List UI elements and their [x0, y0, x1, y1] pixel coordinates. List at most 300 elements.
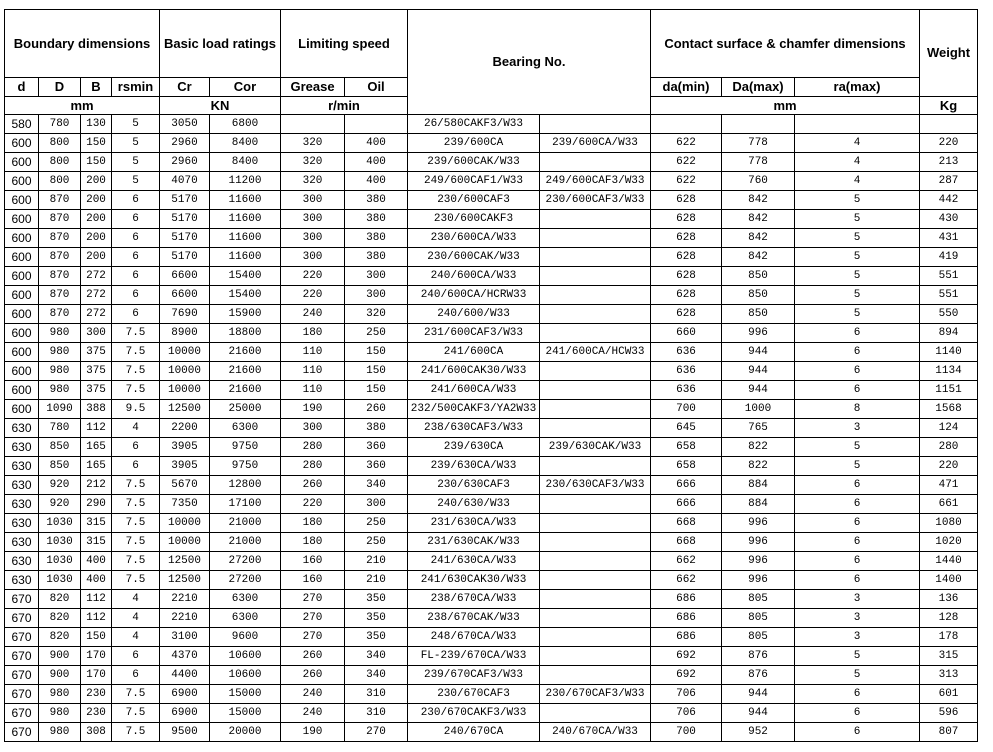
- table-cell: 17100: [210, 495, 281, 514]
- table-cell: 350: [345, 590, 408, 609]
- table-cell: 3: [795, 609, 920, 628]
- table-cell: 128: [920, 609, 978, 628]
- col-Da-max: Da(max): [722, 78, 795, 97]
- table-cell: 800: [39, 134, 81, 153]
- table-cell: 7.5: [112, 495, 160, 514]
- table-cell: 180: [281, 514, 345, 533]
- boundary-dimensions-header: Boundary dimensions: [5, 10, 160, 78]
- table-cell: 240/600CA/W33: [408, 267, 540, 286]
- table-row: [5, 609, 978, 628]
- table-row: [5, 438, 978, 457]
- table-cell: 850: [39, 457, 81, 476]
- table-cell: 7.5: [112, 704, 160, 723]
- table-cell: [540, 571, 651, 590]
- table-cell: 200: [81, 210, 112, 229]
- table-cell: 765: [722, 419, 795, 438]
- table-row: [5, 362, 978, 381]
- table-row: [5, 723, 978, 742]
- table-cell: 231/600CAF3/W33: [408, 324, 540, 343]
- table-cell: 21000: [210, 533, 281, 552]
- table-cell: 4070: [160, 172, 210, 191]
- table-cell: 780: [39, 115, 81, 134]
- table-cell: 4: [112, 590, 160, 609]
- table-cell: 4: [112, 609, 160, 628]
- table-cell: 1080: [920, 514, 978, 533]
- table-cell: 600: [5, 286, 39, 305]
- table-cell: 320: [345, 305, 408, 324]
- table-cell: 241/630CAK30/W33: [408, 571, 540, 590]
- table-cell: 666: [651, 476, 722, 495]
- table-cell: 670: [5, 666, 39, 685]
- table-cell: 230/600CAF3: [408, 191, 540, 210]
- table-cell: 241/600CAK30/W33: [408, 362, 540, 381]
- table-cell: 160: [281, 571, 345, 590]
- table-cell: 670: [5, 685, 39, 704]
- table-cell: 820: [39, 609, 81, 628]
- table-cell: 1030: [39, 571, 81, 590]
- table-cell: 5: [795, 457, 920, 476]
- table-cell: 980: [39, 362, 81, 381]
- table-cell: 300: [281, 229, 345, 248]
- table-cell: 241/630CA/W33: [408, 552, 540, 571]
- table-cell: 4370: [160, 647, 210, 666]
- table-cell: 870: [39, 248, 81, 267]
- table-cell: 842: [722, 210, 795, 229]
- table-cell: 180: [281, 533, 345, 552]
- table-cell: 822: [722, 457, 795, 476]
- table-cell: 820: [39, 628, 81, 647]
- table-cell: [540, 153, 651, 172]
- table-cell: 822: [722, 438, 795, 457]
- table-cell: 400: [81, 552, 112, 571]
- table-cell: 668: [651, 514, 722, 533]
- table-cell: 894: [920, 324, 978, 343]
- table-cell: 628: [651, 248, 722, 267]
- table-cell: 310: [345, 704, 408, 723]
- table-cell: 239/600CAK/W33: [408, 153, 540, 172]
- table-cell: [540, 286, 651, 305]
- table-cell: 850: [722, 267, 795, 286]
- table-cell: 5170: [160, 191, 210, 210]
- table-cell: 8: [795, 400, 920, 419]
- table-cell: 6800: [210, 115, 281, 134]
- table-cell: 150: [81, 134, 112, 153]
- table-cell: 12500: [160, 400, 210, 419]
- table-cell: 15400: [210, 286, 281, 305]
- table-cell: 380: [345, 191, 408, 210]
- table-cell: 596: [920, 704, 978, 723]
- table-row: [5, 286, 978, 305]
- table-cell: 996: [722, 552, 795, 571]
- table-cell: 6: [795, 685, 920, 704]
- table-cell: 3100: [160, 628, 210, 647]
- table-cell: [540, 381, 651, 400]
- table-cell: 600: [5, 210, 39, 229]
- table-cell: 11600: [210, 229, 281, 248]
- unit-kn: KN: [160, 97, 281, 115]
- table-cell: 12800: [210, 476, 281, 495]
- table-cell: 239/600CA/W33: [540, 134, 651, 153]
- table-cell: [795, 115, 920, 134]
- table-cell: 240/630/W33: [408, 495, 540, 514]
- table-cell: 944: [722, 362, 795, 381]
- table-cell: 876: [722, 647, 795, 666]
- table-cell: 11600: [210, 248, 281, 267]
- table-cell: FL-239/670CA/W33: [408, 647, 540, 666]
- table-cell: 6300: [210, 419, 281, 438]
- table-cell: 231/630CA/W33: [408, 514, 540, 533]
- table-cell: 280: [920, 438, 978, 457]
- table-cell: 4: [112, 628, 160, 647]
- table-cell: 419: [920, 248, 978, 267]
- table-cell: 280: [281, 438, 345, 457]
- table-cell: 315: [81, 533, 112, 552]
- table-cell: 630: [5, 552, 39, 571]
- table-cell: 800: [39, 153, 81, 172]
- table-cell: 668: [651, 533, 722, 552]
- table-cell: 3: [795, 628, 920, 647]
- table-cell: 2960: [160, 153, 210, 172]
- table-cell: 178: [920, 628, 978, 647]
- table-cell: 238/630CAF3/W33: [408, 419, 540, 438]
- table-cell: 12500: [160, 552, 210, 571]
- table-cell: 3905: [160, 457, 210, 476]
- table-cell: 239/600CA: [408, 134, 540, 153]
- table-cell: 239/630CA/W33: [408, 457, 540, 476]
- table-row: [5, 134, 978, 153]
- table-cell: 7350: [160, 495, 210, 514]
- table-row: [5, 590, 978, 609]
- table-cell: 287: [920, 172, 978, 191]
- table-cell: 692: [651, 666, 722, 685]
- table-cell: [540, 400, 651, 419]
- table-cell: 5: [795, 191, 920, 210]
- table-cell: [540, 609, 651, 628]
- table-cell: 1134: [920, 362, 978, 381]
- table-cell: [540, 267, 651, 286]
- table-cell: [540, 590, 651, 609]
- table-cell: 628: [651, 229, 722, 248]
- table-cell: 230/630CAF3/W33: [540, 476, 651, 495]
- table-cell: 6600: [160, 267, 210, 286]
- table-cell: 6: [795, 343, 920, 362]
- table-cell: 800: [39, 172, 81, 191]
- table-cell: 240/670CA/W33: [540, 723, 651, 742]
- table-cell: 10600: [210, 666, 281, 685]
- table-cell: 340: [345, 476, 408, 495]
- table-cell: 7.5: [112, 514, 160, 533]
- table-cell: 150: [81, 628, 112, 647]
- table-cell: 110: [281, 362, 345, 381]
- table-cell: 380: [345, 419, 408, 438]
- table-cell: 805: [722, 609, 795, 628]
- table-cell: 5: [795, 286, 920, 305]
- table-cell: 3: [795, 590, 920, 609]
- table-cell: 375: [81, 343, 112, 362]
- table-cell: 807: [920, 723, 978, 742]
- table-cell: 628: [651, 286, 722, 305]
- table-row: [5, 666, 978, 685]
- table-row: [5, 685, 978, 704]
- table-cell: 310: [345, 685, 408, 704]
- table-cell: 6900: [160, 704, 210, 723]
- table-cell: 270: [281, 609, 345, 628]
- table-cell: 686: [651, 628, 722, 647]
- table-cell: 580: [5, 115, 39, 134]
- table-cell: 7.5: [112, 571, 160, 590]
- table-cell: 5: [112, 134, 160, 153]
- table-cell: 600: [5, 134, 39, 153]
- table-cell: 601: [920, 685, 978, 704]
- table-cell: 300: [345, 495, 408, 514]
- table-cell: 760: [722, 172, 795, 191]
- table-cell: 442: [920, 191, 978, 210]
- table-cell: [540, 552, 651, 571]
- weight-header: Weight: [920, 10, 978, 97]
- table-row: [5, 324, 978, 343]
- table-cell: [540, 362, 651, 381]
- table-cell: 630: [5, 476, 39, 495]
- table-cell: 241/600CA: [408, 343, 540, 362]
- table-cell: 238/670CAK/W33: [408, 609, 540, 628]
- table-cell: 230/630CAF3: [408, 476, 540, 495]
- table-cell: 260: [281, 666, 345, 685]
- table-cell: 5170: [160, 248, 210, 267]
- table-cell: 2960: [160, 134, 210, 153]
- table-cell: 7.5: [112, 324, 160, 343]
- table-cell: 6: [795, 324, 920, 343]
- table-cell: 600: [5, 172, 39, 191]
- table-cell: 10000: [160, 514, 210, 533]
- table-cell: 658: [651, 457, 722, 476]
- table-cell: 8400: [210, 153, 281, 172]
- table-row: [5, 533, 978, 552]
- table-cell: 239/670CAF3/W33: [408, 666, 540, 685]
- table-cell: 692: [651, 647, 722, 666]
- table-cell: [540, 647, 651, 666]
- table-cell: 5170: [160, 229, 210, 248]
- table-cell: 7.5: [112, 381, 160, 400]
- bearing-no-header: Bearing No.: [408, 10, 651, 115]
- table-cell: 630: [5, 457, 39, 476]
- table-cell: 7.5: [112, 552, 160, 571]
- table-cell: 706: [651, 685, 722, 704]
- table-cell: 700: [651, 723, 722, 742]
- table-cell: 645: [651, 419, 722, 438]
- table-cell: 9750: [210, 457, 281, 476]
- table-cell: 308: [81, 723, 112, 742]
- table-cell: 1030: [39, 514, 81, 533]
- table-cell: 200: [81, 172, 112, 191]
- table-cell: 5: [795, 305, 920, 324]
- table-cell: 220: [920, 134, 978, 153]
- table-cell: 805: [722, 590, 795, 609]
- table-row: [5, 571, 978, 590]
- table-cell: 778: [722, 153, 795, 172]
- table-cell: 200: [81, 248, 112, 267]
- table-cell: 4: [112, 419, 160, 438]
- table-cell: 136: [920, 590, 978, 609]
- table-row: [5, 457, 978, 476]
- table-row: [5, 552, 978, 571]
- table-cell: 238/670CA/W33: [408, 590, 540, 609]
- table-cell: 2200: [160, 419, 210, 438]
- table-cell: 5: [112, 115, 160, 134]
- table-cell: 6: [112, 457, 160, 476]
- table-cell: 6: [795, 533, 920, 552]
- table-cell: [540, 457, 651, 476]
- table-cell: 780: [39, 419, 81, 438]
- table-cell: 6: [795, 704, 920, 723]
- table-cell: 600: [5, 191, 39, 210]
- table-cell: 112: [81, 609, 112, 628]
- table-cell: 230: [81, 685, 112, 704]
- table-cell: 231/630CAK/W33: [408, 533, 540, 552]
- table-cell: 670: [5, 704, 39, 723]
- table-cell: 210: [345, 571, 408, 590]
- table-cell: 249/600CAF1/W33: [408, 172, 540, 191]
- table-cell: 320: [281, 134, 345, 153]
- table-cell: 260: [345, 400, 408, 419]
- table-cell: 320: [281, 153, 345, 172]
- table-row: [5, 495, 978, 514]
- table-cell: 778: [722, 134, 795, 153]
- table-cell: [345, 115, 408, 134]
- table-cell: 12500: [160, 571, 210, 590]
- table-cell: 250: [345, 324, 408, 343]
- table-cell: 5: [795, 210, 920, 229]
- unit-rmin: r/min: [281, 97, 408, 115]
- limiting-speed-header: Limiting speed: [281, 10, 408, 78]
- table-cell: 300: [281, 419, 345, 438]
- table-cell: 388: [81, 400, 112, 419]
- table-cell: 260: [281, 647, 345, 666]
- col-da-min: da(min): [651, 78, 722, 97]
- table-cell: 160: [281, 552, 345, 571]
- table-cell: 600: [5, 305, 39, 324]
- table-cell: 876: [722, 666, 795, 685]
- table-cell: 240: [281, 685, 345, 704]
- table-cell: 6: [112, 305, 160, 324]
- table-cell: [540, 514, 651, 533]
- table-cell: 670: [5, 609, 39, 628]
- header-row-1: [5, 10, 978, 78]
- table-cell: 190: [281, 400, 345, 419]
- table-cell: 220: [281, 267, 345, 286]
- table-cell: 250: [345, 533, 408, 552]
- table-cell: 110: [281, 381, 345, 400]
- table-cell: 670: [5, 628, 39, 647]
- table-cell: 630: [5, 533, 39, 552]
- table-cell: 900: [39, 666, 81, 685]
- table-cell: 150: [81, 153, 112, 172]
- table-cell: 6600: [160, 286, 210, 305]
- table-cell: 628: [651, 210, 722, 229]
- table-cell: 6300: [210, 609, 281, 628]
- table-cell: 686: [651, 609, 722, 628]
- table-cell: 240/600/W33: [408, 305, 540, 324]
- table-cell: 110: [281, 343, 345, 362]
- table-cell: [651, 115, 722, 134]
- table-cell: 240/600CA/HCRW33: [408, 286, 540, 305]
- table-cell: 220: [281, 495, 345, 514]
- table-cell: 6: [112, 666, 160, 685]
- unit-mm-contact: mm: [651, 97, 920, 115]
- table-row: [5, 419, 978, 438]
- table-cell: 944: [722, 381, 795, 400]
- table-cell: 170: [81, 666, 112, 685]
- table-cell: 7.5: [112, 723, 160, 742]
- table-cell: 150: [345, 362, 408, 381]
- table-cell: 21600: [210, 362, 281, 381]
- table-cell: 630: [5, 438, 39, 457]
- table-cell: 340: [345, 647, 408, 666]
- bearing-table-container: [4, 9, 978, 742]
- table-row: [5, 210, 978, 229]
- table-cell: 471: [920, 476, 978, 495]
- table-cell: 350: [345, 628, 408, 647]
- table-cell: 313: [920, 666, 978, 685]
- table-cell: 270: [281, 628, 345, 647]
- unit-kg: Kg: [920, 97, 978, 115]
- table-cell: 300: [281, 191, 345, 210]
- table-cell: 1568: [920, 400, 978, 419]
- table-cell: 20000: [210, 723, 281, 742]
- table-cell: 600: [5, 343, 39, 362]
- table-cell: 15400: [210, 267, 281, 286]
- table-cell: 15900: [210, 305, 281, 324]
- table-row: [5, 248, 978, 267]
- table-cell: 5: [795, 666, 920, 685]
- table-row: [5, 628, 978, 647]
- table-cell: 7690: [160, 305, 210, 324]
- table-cell: 165: [81, 457, 112, 476]
- table-cell: [540, 419, 651, 438]
- table-cell: 21600: [210, 343, 281, 362]
- table-cell: 551: [920, 286, 978, 305]
- table-cell: 280: [281, 457, 345, 476]
- table-row: [5, 305, 978, 324]
- table-cell: 6: [795, 552, 920, 571]
- table-cell: 600: [5, 248, 39, 267]
- table-cell: 7.5: [112, 362, 160, 381]
- table-cell: 2210: [160, 590, 210, 609]
- table-cell: 165: [81, 438, 112, 457]
- table-cell: 21600: [210, 381, 281, 400]
- table-cell: 850: [39, 438, 81, 457]
- table-cell: 10000: [160, 343, 210, 362]
- table-cell: 400: [345, 153, 408, 172]
- table-cell: 850: [722, 305, 795, 324]
- table-cell: 230/600CA/W33: [408, 229, 540, 248]
- table-cell: [540, 210, 651, 229]
- table-cell: 300: [345, 286, 408, 305]
- table-cell: 220: [281, 286, 345, 305]
- table-cell: 920: [39, 495, 81, 514]
- table-cell: [540, 628, 651, 647]
- table-cell: 700: [651, 400, 722, 419]
- table-cell: [540, 533, 651, 552]
- table-cell: 430: [920, 210, 978, 229]
- table-cell: 7.5: [112, 476, 160, 495]
- table-cell: 180: [281, 324, 345, 343]
- table-cell: 5: [112, 153, 160, 172]
- table-cell: 200: [81, 191, 112, 210]
- table-cell: 805: [722, 628, 795, 647]
- col-d: d: [5, 78, 39, 97]
- col-oil: Oil: [345, 78, 408, 97]
- table-cell: 230: [81, 704, 112, 723]
